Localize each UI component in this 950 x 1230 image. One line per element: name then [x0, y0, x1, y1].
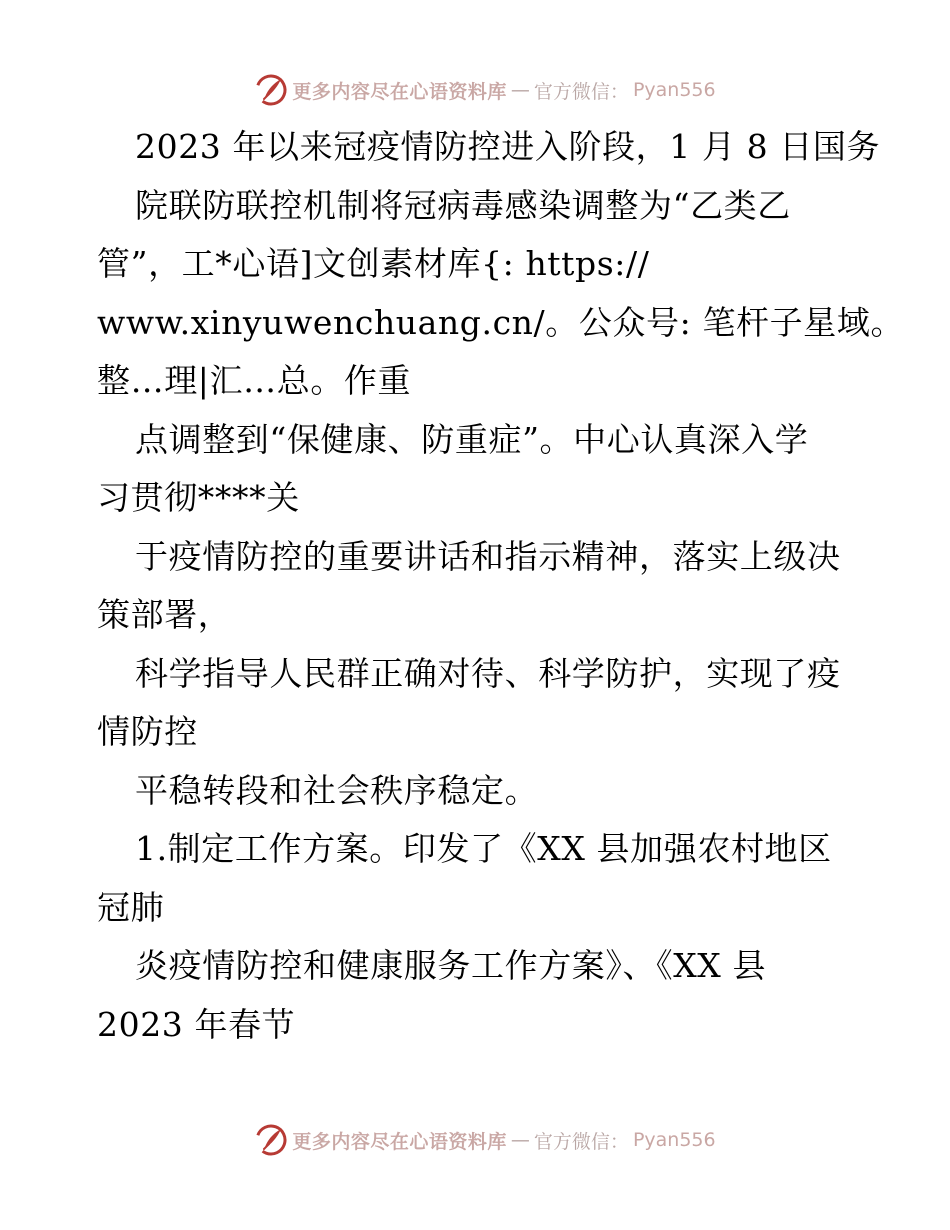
text-line: 于疫情防控的重要讲话和指示精神，落实上级决	[135, 536, 841, 576]
text-line: 情防控	[97, 712, 198, 751]
text-line: 2023 年春节	[97, 1004, 296, 1044]
text-line: 点调整到“保健康、防重症”。中心认真深入学	[135, 419, 809, 459]
text-line: 1.制定工作方案。印发了《XX 县加强农村地区	[135, 829, 832, 868]
footer-banner-content	[254, 1123, 715, 1157]
banner-wechat-id: Pyan556	[632, 79, 716, 101]
text-line: www.xinyuwenchuang.cn/。公众号: 笔杆子星域。	[97, 302, 905, 342]
header-banner	[0, 70, 950, 110]
text-line: 平稳转段和社会秩序稳定。	[135, 770, 539, 810]
banner-dash: —	[510, 79, 530, 101]
banner-dash: —	[510, 1129, 530, 1151]
header-banner-content	[254, 73, 715, 107]
text-line: 管”，工*心语]文创素材库{: https://	[97, 244, 650, 283]
banner-title: 更多内容尽在心语资料库	[292, 80, 507, 103]
text-line: 习贯彻****关	[97, 478, 300, 517]
banner-title: 更多内容尽在心语资料库	[292, 1130, 507, 1153]
text-line: 科学指导人民群正确对待、科学防护，实现了疫	[135, 653, 841, 693]
quill-logo-icon	[254, 73, 288, 107]
text-line: 策部署，	[97, 595, 232, 634]
footer-banner	[0, 1120, 950, 1160]
document-body	[97, 118, 905, 1054]
banner-wechat-id: Pyan556	[632, 1129, 716, 1151]
text-line: 2023 年以来冠疫情防控进入阶段，1 月 8 日国务	[135, 127, 881, 166]
text-line: 炎疫情防控和健康服务工作方案》、《XX 县	[135, 946, 767, 985]
banner-wechat-label: 官方微信：	[533, 80, 629, 103]
text-line: 整…理|汇…总。作重	[97, 361, 412, 400]
text-line: 院联防联控机制将冠病毒感染调整为“乙类乙	[135, 185, 791, 225]
quill-logo-icon	[254, 1123, 288, 1157]
banner-wechat-label: 官方微信：	[533, 1130, 629, 1153]
text-line: 冠肺	[97, 887, 165, 927]
